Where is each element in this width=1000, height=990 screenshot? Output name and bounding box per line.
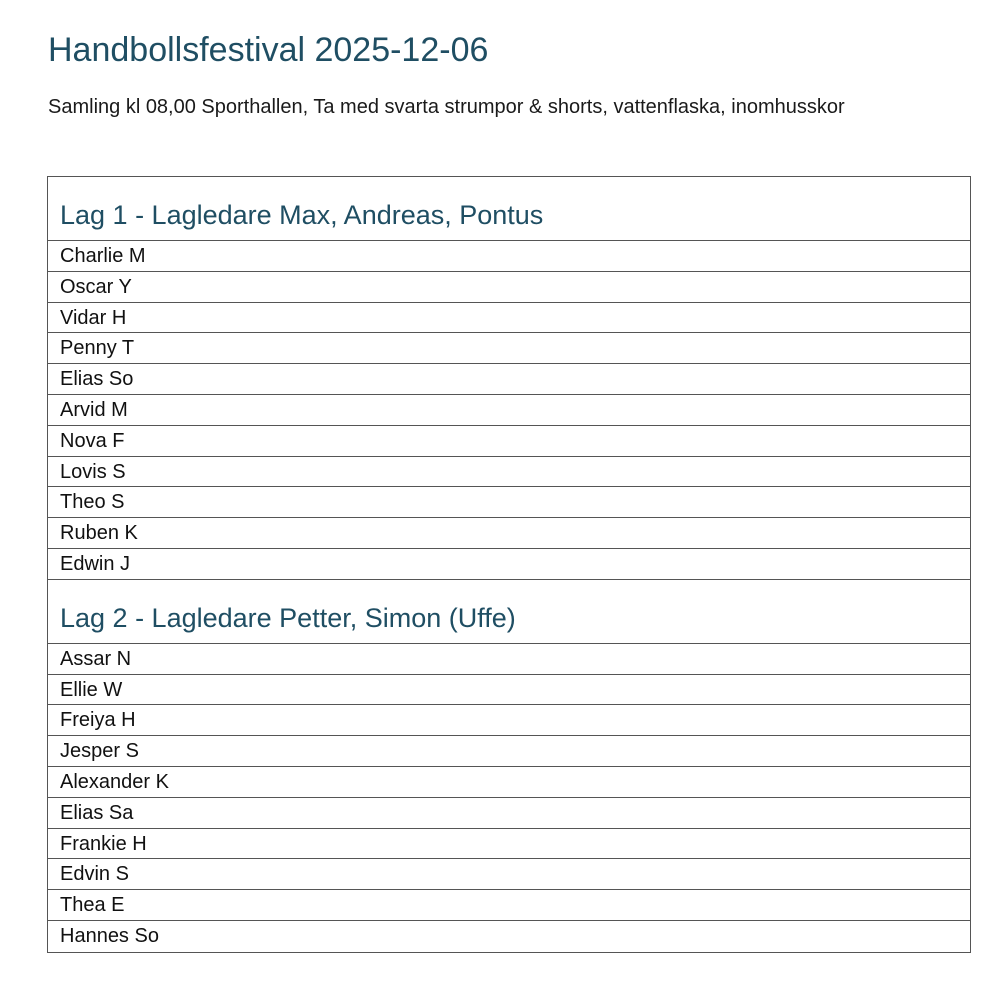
team-roster-table — [47, 176, 971, 953]
team-2-player-row: Thea E — [48, 890, 970, 921]
team-2-player-row: Edvin S — [48, 859, 970, 890]
team-2-player-row: Alexander K — [48, 767, 970, 798]
team-1-section — [48, 177, 970, 580]
team-2-player-row: Hannes So — [60, 924, 159, 947]
team-1-player-row: Nova F — [48, 426, 970, 457]
team-1-player-row: Theo S — [48, 487, 970, 518]
team-2-player-row: Assar N — [48, 644, 970, 675]
team-2-section — [48, 580, 970, 952]
team-1-player-row: Lovis S — [48, 457, 970, 488]
team-2-player-row: Jesper S — [48, 736, 970, 767]
team-1-player-row: Arvid M — [48, 395, 970, 426]
team-1-player-row: Charlie M — [48, 241, 970, 272]
team-2-player-row: Elias Sa — [48, 798, 970, 829]
team-2-player-row: Frankie H — [48, 829, 970, 860]
document-intro: Samling kl 08,00 Sporthallen, Ta med svarta strumpor & shorts, vattenflaska, inomhusskor — [48, 96, 845, 118]
team-1-player-row: Penny T — [48, 333, 970, 364]
team-1-heading: Lag 1 - Lagledare Max, Andreas, Pontus — [48, 177, 970, 241]
team-1-player-row: Edwin J — [48, 549, 970, 580]
team-2-player-row: Ellie W — [48, 675, 970, 706]
team-1-player-row: Elias So — [48, 364, 970, 395]
team-2-heading: Lag 2 - Lagledare Petter, Simon (Uffe) — [48, 580, 970, 644]
team-1-player-row: Ruben K — [48, 518, 970, 549]
team-2-player-row: Freiya H — [48, 705, 970, 736]
team-1-player-row: Oscar Y — [48, 272, 970, 303]
team-1-player-row: Vidar H — [48, 303, 970, 334]
document-title: Handbollsfestival 2025-12-06 — [48, 31, 489, 69]
